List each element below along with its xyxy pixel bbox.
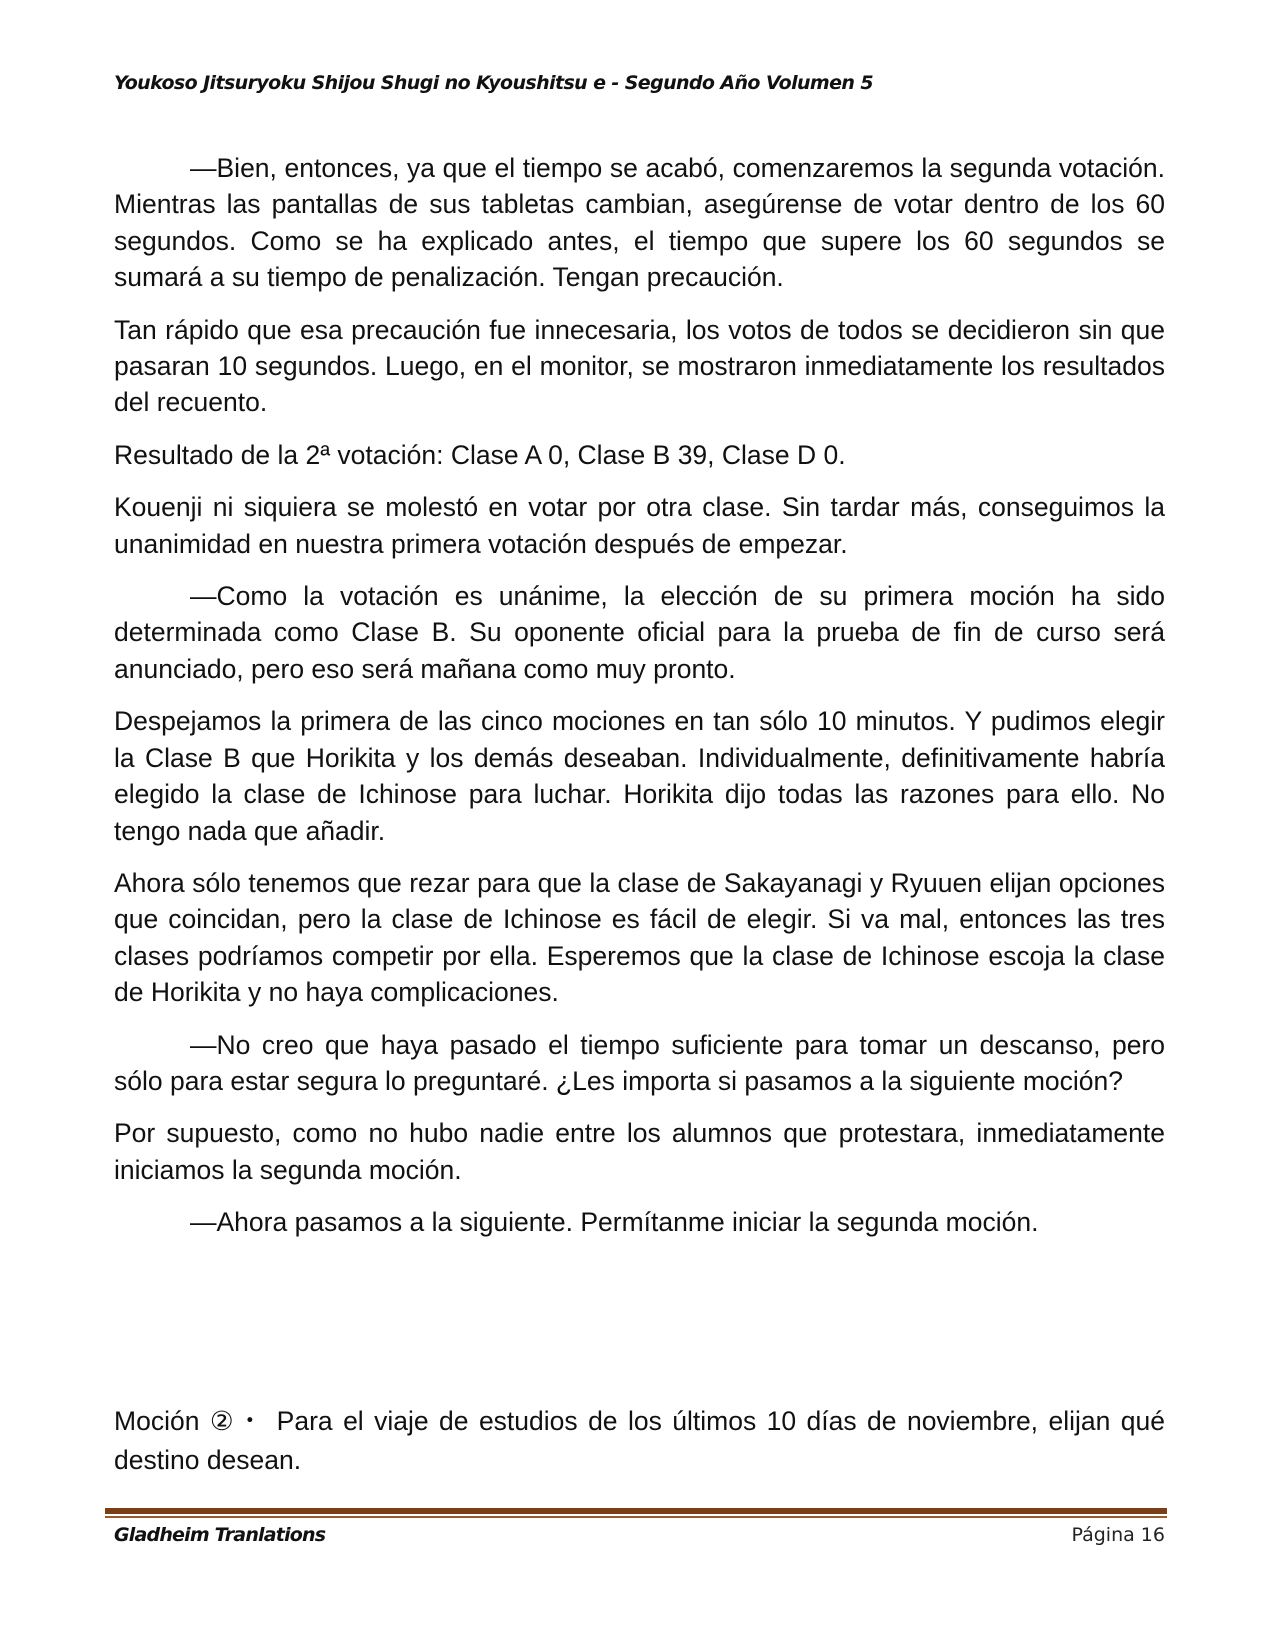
paragraph: —No creo que haya pasado el tiempo suficiente para tomar un descanso, pero sólo para estar segura lo preguntaré. ¿Les importa si pasamos a la siguiente moción?: [114, 1029, 1165, 1096]
paragraph: Kouenji ni siquiera se molestó en votar por otra clase. Sin tardar más, conseguimos la unanimidad en nuestra primera votación después de empezar.: [114, 492, 1165, 559]
paragraph: Ahora sólo tenemos que rezar para que la clase de Sakayanagi y Ryuuen elijan opciones que coincidan, pero la clase de Ichinose es fácil de elegir. Si va mal, entonces las tres clases podríamos competir por ella. Esperemos que la clase de Ichinose escoja la clase de Horikita y no haya complicaciones.: [114, 867, 1165, 1008]
paragraph: Despejamos la primera de las cinco mociones en tan sólo 10 minutos. Y pudimos elegir la Clase B que Horikita y los demás deseaban. Individualmente, definitivamente habría elegido la clase de Ichinose para luchar. Horikita dijo todas las razones para ello. No tengo nada que añadir.: [114, 706, 1165, 846]
page-body: [114, 150, 1165, 1257]
footer-credit: Gladheim Tranlations: [114, 1524, 326, 1546]
paragraph: —Bien, entonces, ya que el tiempo se acabó, comenzaremos la segunda votación. Mientras las pantallas de sus tabletas cambian, asegúrense de votar dentro de los 60 segundos. Como se ha explicado antes, el tiempo que supere los 60 segundos se sumará a su tiempo de penalización. Tengan precaución.: [114, 153, 1165, 293]
paragraph: —Como la votación es unánime, la elección de su primera moción ha sido determinada como Clase B. Su oponente oficial para la prueba de fin de curso será anunciado, pero eso será mañana como muy pronto.: [114, 581, 1165, 684]
motion-heading: Moción ②・ Para el viaje de estudios de los últimos 10 días de noviembre, elijan qué destino desean.: [114, 1406, 1165, 1475]
paragraph: —Ahora pasamos a la siguiente. Permítanme iniciar la segunda moción.: [190, 1207, 1039, 1238]
paragraph: Por supuesto, como no hubo nadie entre los alumnos que protestara, inmediatamente iniciamos la segunda moción.: [114, 1118, 1165, 1185]
paragraph: Resultado de la 2ª votación: Clase A 0, Clase B 39, Clase D 0.: [114, 439, 846, 470]
page-number: Página 16: [1071, 1524, 1165, 1546]
paragraph: Tan rápido que esa precaución fue innecesaria, los votos de todos se decidieron sin que pasaran 10 segundos. Luego, en el monitor, se mostraron inmediatamente los resultados del recuento.: [114, 314, 1165, 418]
footer-rule: [105, 1508, 1167, 1514]
footer-rule-thin: [105, 1516, 1167, 1518]
running-header: Youkoso Jitsuryoku Shijou Shugi no Kyoushitsu e - Segundo Año Volumen 5: [114, 72, 873, 94]
